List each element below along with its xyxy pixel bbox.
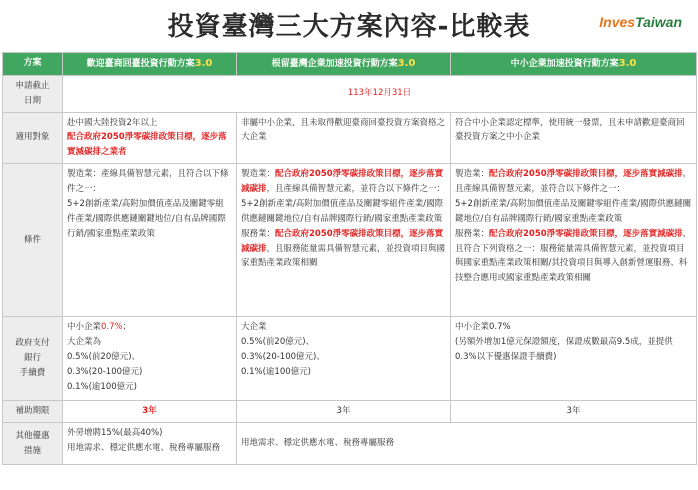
text: 5+2創新產業/高附加價值產品及關鍵零組件產業/國際供應鏈關鍵地位/自有品牌國際行銷/國家重點產業政策	[67, 198, 226, 239]
plan-name: 根留臺灣企業加速投資行動方案	[271, 59, 398, 69]
text: 服務業：	[455, 228, 490, 239]
subsidy-years-plan-1: 3年	[63, 401, 237, 423]
comparison-table	[2, 52, 697, 465]
header-plan-1	[63, 53, 237, 76]
deadline-value	[63, 75, 697, 112]
target-plan-2: 非屬中小企業，且未取得歡迎臺商回臺投資方案資格之大企業	[237, 112, 451, 164]
fee-plan-2	[237, 317, 451, 401]
label-line: 其他優惠	[15, 430, 50, 441]
plan-name: 中小企業加速投資行動方案	[510, 59, 619, 69]
row-conditions	[3, 164, 697, 317]
row-label-subsidy-years: 補助期限	[3, 401, 63, 423]
row-other-benefits	[3, 423, 697, 465]
other-benefits-plan-2-3: 用地需求、穩定供應水電、稅務專屬服務	[237, 423, 697, 465]
highlight-text: 0.7%	[101, 322, 123, 333]
deadline-date: 113年12月31日	[347, 88, 412, 99]
subsidy-years-plan-3: 3年	[451, 401, 697, 423]
text: 服務業：	[241, 228, 276, 239]
text: ，且產線具備智慧元素，並符合以下條件之一：	[455, 169, 692, 194]
plan-version: 3.0	[397, 58, 416, 69]
text: 5+2創新產業/高附加價值產品及關鍵零組件產業/國際供應鏈關鍵地位/自有品牌國際行銷/國家重點產業政策	[455, 198, 692, 224]
label-line: 政府支付	[15, 338, 50, 349]
page-title: 投資臺灣三大方案內容-比較表	[167, 12, 531, 42]
logo-text-taiwan: Taiwan	[635, 14, 682, 30]
row-fee	[3, 317, 697, 401]
other-benefits-plan-1	[63, 423, 237, 465]
text: ；	[122, 322, 132, 333]
header-plan-2	[237, 53, 451, 76]
text: 大企業	[241, 322, 267, 333]
plan-version: 3.0	[618, 58, 637, 69]
text: 赴中國大陸投資2年以上	[67, 117, 158, 128]
text: 0.1%(逾100億元)	[67, 381, 137, 392]
header-row	[3, 53, 697, 76]
text: 0.5%(前20億元)、	[67, 351, 141, 362]
text: 外勞增聘15%(最高40%)	[67, 428, 163, 438]
row-label-deadline	[3, 75, 63, 112]
investaiwan-logo	[599, 14, 682, 30]
plan-version: 3.0	[194, 58, 213, 69]
label-line: 日期	[23, 95, 41, 106]
text: ，且服務能量需具備智慧元素，並投資項目與國家重點產業政策相關	[241, 243, 446, 269]
label-line: 申請截止	[15, 80, 50, 91]
text: ，且產線具備智慧元素，並符合以下條件之一：	[266, 184, 446, 194]
logo-text-inves: Inves	[599, 14, 636, 30]
fee-plan-3	[451, 317, 697, 401]
row-label-fee	[3, 317, 63, 401]
text: 0.5%(前20億元)、	[241, 337, 315, 347]
conditions-plan-2	[237, 164, 451, 317]
text: 0.1%(逾100億元)	[241, 366, 311, 377]
fee-plan-1	[63, 317, 237, 401]
label-line: 手續費	[19, 368, 46, 379]
highlight-text: 配合政府2050淨零碳排政策目標，逐步落實減碳排	[241, 169, 444, 194]
row-label-target: 適用對象	[3, 112, 63, 164]
header-corner: 方案	[3, 53, 63, 76]
highlight-text: 配合政府2050淨零碳排政策目標，逐步落實減碳排	[241, 228, 444, 254]
row-deadline	[3, 75, 697, 112]
text: 製造業：	[455, 169, 490, 180]
plan-name: 歡迎臺商回臺投資行動方案	[86, 59, 195, 69]
highlight-text: 配合政府2050淨零碳排政策目標，逐步落實減碳排	[489, 228, 683, 239]
text: 用地需求、穩定供應水電、稅務專屬服務	[67, 442, 221, 453]
conditions-plan-3	[451, 164, 697, 317]
text: 0.3%(20-100億元)	[67, 366, 143, 377]
header-plan-3	[451, 53, 697, 76]
text: 中小企業	[67, 322, 102, 333]
row-label-other-benefits	[3, 423, 63, 465]
label-line: 措施	[23, 445, 41, 456]
text: (另額外增加1億元保證額度，保證成數最高9.5成，並提供0.3%以下優惠保證手續費)	[455, 337, 673, 362]
subsidy-years-plan-2: 3年	[237, 401, 451, 423]
row-subsidy-years	[3, 401, 697, 423]
row-target	[3, 112, 697, 164]
text: 製造業：產線具備智慧元素，且符合以下條件之一：	[67, 169, 229, 194]
text: 0.3%(20-100億元)、	[241, 351, 325, 362]
target-plan-1	[63, 112, 237, 164]
text: 中小企業0.7%	[455, 322, 511, 333]
label-line: 銀行	[23, 353, 41, 364]
text: 製造業：	[241, 169, 276, 180]
text: 5+2創新產業/高附加價值產品及關鍵零組件產業/國際供應鏈關鍵地位/自有品牌國際行銷/國家重點產業政策	[241, 198, 444, 224]
text: 大企業為	[67, 337, 102, 347]
row-label-conditions: 條件	[3, 164, 63, 317]
highlight-text: 配合政府2050淨零碳排政策目標，逐步落實減碳排之業者	[67, 132, 227, 158]
conditions-plan-1	[63, 164, 237, 317]
text: ，且符合下列資格之一：服務能量需具備智慧元素，並投資項目與國家重點產業政策相關/其投資項目與導入創新營運服務、科技整合應用或國家重點產業政策相關	[455, 228, 692, 284]
target-plan-3: 符合中小企業認定標準，使用統一發票，且未申請歡迎臺商回臺投資方案之中小企業	[451, 112, 697, 164]
highlight-text: 配合政府2050淨零碳排政策目標，逐步落實減碳排	[489, 169, 683, 180]
